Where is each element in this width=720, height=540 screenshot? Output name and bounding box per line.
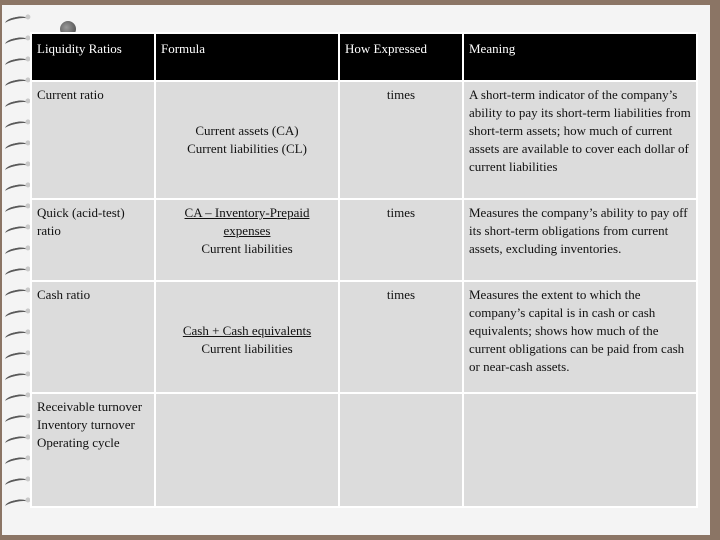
formula-numerator: Cash + Cash equivalents	[182, 323, 312, 338]
formula-denominator: Current liabilities	[201, 341, 293, 356]
binder-ring-icon	[4, 78, 27, 90]
inventory-turnover-label: Inventory turnover	[37, 417, 135, 432]
binder-ring-icon	[4, 351, 27, 363]
binder-ring-icon	[4, 162, 27, 174]
binder-ring-icon	[4, 36, 27, 48]
ratio-name: Quick (acid-test) ratio	[31, 199, 155, 281]
binder-ring-icon	[4, 330, 27, 342]
meaning-text: Measures the extent to which the company’s capital is in cash or cash equivalents; shows how much of the current obligations can be paid from cash or near-cash assets.	[463, 281, 697, 393]
binder-ring-icon	[4, 309, 27, 321]
binder-rings	[2, 17, 32, 517]
binder-ring-icon	[4, 498, 27, 510]
binder-ring-icon	[4, 456, 27, 468]
meaning-text	[463, 393, 697, 507]
binder-ring-icon	[4, 372, 27, 384]
binder-ring-icon	[4, 204, 27, 216]
binder-ring-icon	[4, 267, 27, 279]
how-expressed	[339, 393, 463, 507]
binder-ring-icon	[4, 99, 27, 111]
header-meaning: Meaning	[463, 33, 697, 81]
binder-ring-icon	[4, 57, 27, 69]
table-row	[31, 281, 697, 393]
binder-ring-icon	[4, 393, 27, 405]
formula-numerator: Current assets (CA)	[195, 123, 299, 138]
table-row	[31, 393, 697, 507]
binder-ring-icon	[4, 141, 27, 153]
table-row	[31, 199, 697, 281]
header-formula: Formula	[155, 33, 339, 81]
formula-denominator: Current liabilities (CL)	[187, 141, 307, 156]
liquidity-ratios-table	[30, 32, 698, 508]
how-expressed: times	[339, 199, 463, 281]
binder-ring-icon	[4, 246, 27, 258]
ratio-name	[31, 393, 155, 507]
how-expressed: times	[339, 281, 463, 393]
binder-ring-icon	[4, 225, 27, 237]
meaning-text: A short-term indicator of the company’s ability to pay its short-term liabilities from short-term assets; how much of current assets are available to cover each dollar of current liabilities	[463, 81, 697, 199]
binder-ring-icon	[4, 120, 27, 132]
how-expressed: times	[339, 81, 463, 199]
binder-ring-icon	[4, 414, 27, 426]
binder-ring-icon	[4, 288, 27, 300]
formula-numerator: CA – Inventory-Prepaid expenses	[184, 205, 310, 238]
ratio-name: Cash ratio	[31, 281, 155, 393]
binder-ring-icon	[4, 435, 27, 447]
binder-ring-icon	[4, 15, 27, 27]
header-liquidity-ratios: Liquidity Ratios	[31, 33, 155, 81]
ratio-name: Current ratio	[31, 81, 155, 199]
table-row	[31, 81, 697, 199]
binder-ring-icon	[4, 183, 27, 195]
meaning-text: Measures the company’s ability to pay off its short-term obligations from current assets, excluding inventories.	[463, 199, 697, 281]
header-how-expressed: How Expressed	[339, 33, 463, 81]
formula-denominator: Current liabilities	[201, 241, 293, 256]
formula-cell	[155, 81, 339, 199]
operating-cycle-label: Operating cycle	[37, 435, 120, 450]
formula-cell	[155, 393, 339, 507]
receivable-turnover-label: Receivable turnover	[37, 399, 143, 414]
table-header-row	[31, 33, 697, 81]
formula-cell	[155, 281, 339, 393]
formula-cell	[155, 199, 339, 281]
binder-ring-icon	[4, 477, 27, 489]
